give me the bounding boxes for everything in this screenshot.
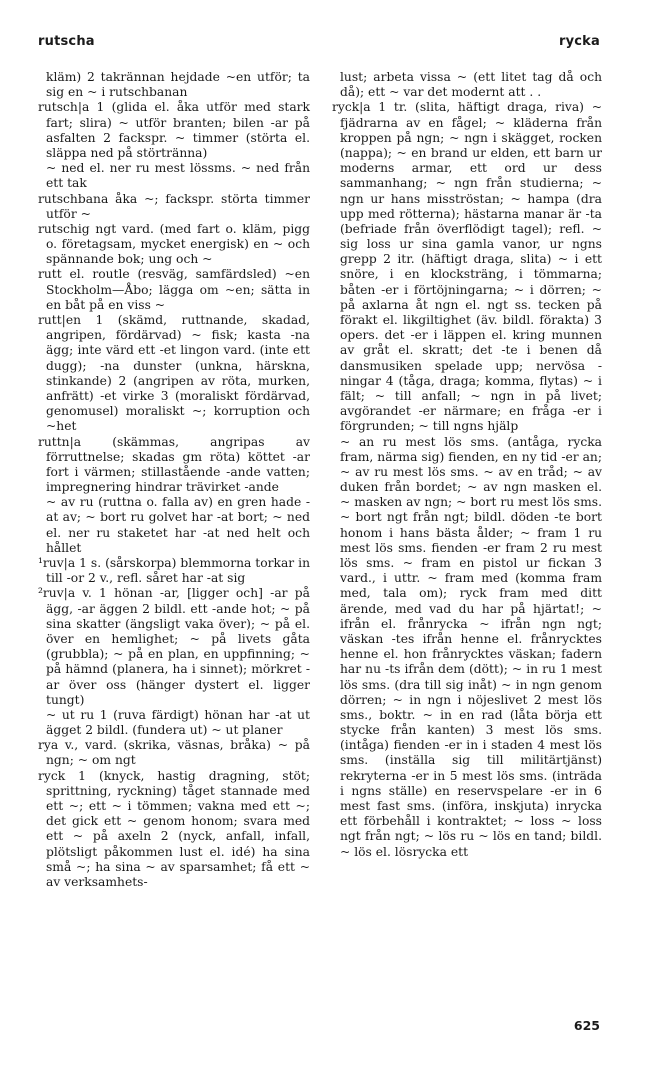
entry-rya: rya v., vard. (skrika, väsnas, bråka) ~ på ngn; ~ om ngt [38,738,310,768]
right-column [332,70,602,860]
entry-rutschig: rutschig ngt vard. (med fart o. kläm, pigg o. företagsam, mycket energisk) en ~ och spännande bok; ung och ~ [38,221,310,267]
entry-rycka: ryck|a 1 tr. (slita, häftigt draga, riva) ~ fjädrarna av en fågel; ~ kläderna från kroppen på ngn; ~ ngn i skägget, rocken (nappa); ~ en brand ur elden, ett barn ur moderns armar, ett ord ur dess sammanhang; ~ ngn från studierna; ~ ngn ur hans misströstan; ~ hampa (dra upp med rötterna); hästarna manar är -ta (befriade från överflödigt tagel); refl. ~ sig loss ur sina gamla vanor, ur ngns grepp 2 itr. (häftigt draga, slita) ~ i ett snöre, i en klocksträng, i tömmarna; båten -er i förtöjningarna; ~ i dörren; ~ på axlarna åt ngn el. ngt ss. tecken på förakt el. likgiltighet (äv. bildl. förakta) 3 opers. det -er i läppen el. kring munnen av gråt el. skratt; det -te i benen då dansmusiken spelade upp; nervösa -ningar 4 (tåga, draga; komma, flytas) ~ i fält; ~ till anfall; ~ ngn in på livet; avgörandet -er närmare; en fråga -er i förgrunden; ~ till ngns hjälp [332,100,602,434]
page-number: 625 [573,1018,600,1033]
entry-ryck-continuation: lust; arbeta vissa ~ (ett litet tag då och då); ett ~ var det modernt att . . [340,70,602,100]
running-head-left: rutscha [38,34,95,49]
entry-ruva-ut: ~ ut ru 1 (ruva färdigt) hönan har -at ut ägget 2 bildl. (fundera ut) ~ ut planer [46,707,310,738]
running-head-right: rycka [558,34,600,49]
entry-continuation: kläm) 2 takrännan hejdade ~en utför; ta sig en ~ i rutschbanan [46,70,310,100]
entry-rutscha: rutsch|a 1 (glida el. åka utför med stark fart; slira) ~ utför branten; bilen -ar på asfalten 2 fackspr. ~ timmer (störta el. släppa ned på störtränna) [38,100,310,160]
entry-ruva-2: ²ruv|a v. 1 hönan -ar, [ligger och] -ar på ägg, -ar äggen 2 bildl. ett -ande hot; ~ på sina skatter (ängsligt vaka över); ~ på el. över en hemlighet; ~ på livets gåta (grubbla); ~ på en plan, en uppfinning; ~ på hämnd (planera, ha i sinnet); mörkret -ar över oss (hänger dystert el. ligger tungt) [38,586,310,707]
entry-rycka-particles: ~ an ru mest lös sms. (antåga, rycka fram, närma sig) fienden, en ny tid -er an; ~ av ru mest lös sms. ~ av en tråd; ~ av duken från bordet; ~ av ngn masken el. ~ masken av ngn; ~ bort ru mest lös sms. ~ bort ngt från ngt; bildl. döden -te bort honom i hans bästa ålder; ~ fram 1 ru mest lös sms. fienden -er fram 2 ru mest lös sms. ~ fram en pistol ur fickan 3 vard., i uttr. ~ fram med (komma fram med, tala om); ryck fram med ditt ärende, med vad du har på hjärtat!; ~ ifrån el. frånrycka ~ ifrån ngn ngt; väskan -tes ifrån henne el. frånrycktes henne el. hon frånrycktes väskan; fadern har nu -ts ifrån dem (dött); ~ in ru 1 mest lös sms. (dra till sig inåt) ~ in ngn genom dörren; ~ in ngn i nöjeslivet 2 mest lös sms., boktr. ~ in en rad (låta börja ett stycke från kanten) 3 mest lös sms. (intåga) fienden -er in i staden 4 mest lös sms. (inställa sig till militärtjänst) rekryterna -er in 5 mest lös sms. (inträda i ngns ställe) en reservspelare -er in 6 mest fast sms. (införa, inskjuta) inrycka ett förbehåll i kontraktet; ~ loss ~ loss ngt från ngt; ~ lös ru ~ lös en tand; bildl. ~ lös el. lösrycka ett [340,434,602,859]
entry-rutten: rutt|en 1 (skämd, ruttnande, skadad, angripen, fördärvad) ~ fisk; kasta -na ägg; inte värd ett -et lingon vard. (inte ett dugg); -na dunster (unkna, härskna, stinkande) 2 (angripen av röta, murken, anfrätt) -et virke 3 (moraliskt fördärvad, genomusel) moraliskt ~; korruption och ~het [38,313,310,434]
entry-rutschbana: rutschbana åka ~; fackspr. störta timmer utför ~ [38,191,310,221]
entry-ryck: ryck 1 (knyck, hastig dragning, stöt; sprittning, ryckning) tåget stannade med ett ~; ett ~ i tömmen; vakna med ett ~; det gick ett ~ genom honom; svara med ett ~ på axeln 2 (nyck, anfall, infall, plötsligt påkommen lust el. idé) ha sina små ~; ha sina ~ av sparsamhet; få ett ~ av verksamhets- [38,768,310,889]
entry-rutt: rutt el. routle (resväg, samfärdsled) ~en Stockholm—Åbo; lägga om ~en; sätta in en båt på en viss ~ [38,267,310,312]
left-column [38,70,310,890]
entry-rutscha-ned: ~ ned el. ner ru mest lössms. ~ ned från ett tak [46,161,310,191]
entry-ruttna: ruttn|a (skämmas, angripas av förruttnelse; skadas gm röta) köttet -ar fort i värmen; stillastående -ande vatten; impregnering hindrar trävirket -ande [38,434,310,495]
entry-ruttna-sub: ~ av ru (ruttna o. falla av) en gren hade -at av; ~ bort ru golvet har -at bort; ~ ned el. ner ru staketet har -at ned helt och hållet [46,495,310,555]
entry-ruva-1: ¹ruv|a 1 s. (sårskorpa) blemmorna torkar in till -or 2 v., refl. såret har -at sig [38,556,310,586]
